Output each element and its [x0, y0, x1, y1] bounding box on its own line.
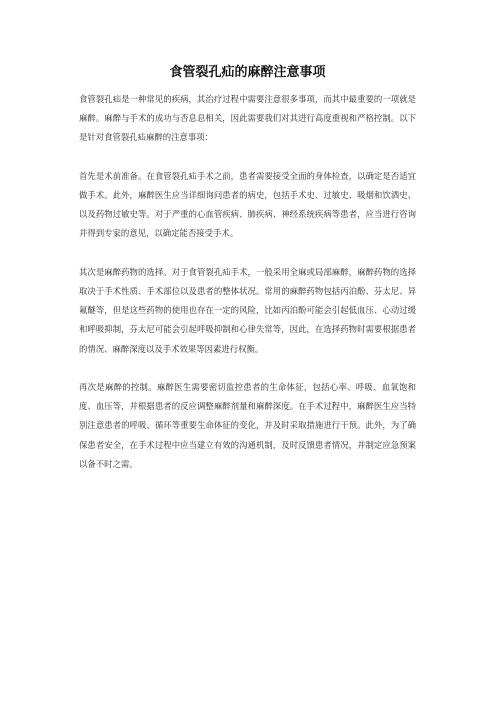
paragraph-spacer	[79, 359, 416, 378]
paragraph-spacer	[79, 244, 416, 263]
paragraph-anesthesia-control: 再次是麻醉的控制。麻醉医生需要密切监控患者的生命体征，包括心率、呼吸、血氧饱和度、血压等，并根据患者的反应调整麻醉剂量和麻醉深度。在手术过程中，麻醉医生应当特别注意患者的呼吸、循环等重要生命体征的变化，并及时采取措施进行干预。此外，为了确保患者安全，在手术过程中应当建立有效的沟通机制，及时反馈患者情况，并制定应急预案以备不时之需。	[79, 382, 416, 469]
paragraph-preparation: 首先是术前准备。在食管裂孔疝手术之前，患者需要接受全面的身体检查，以确定是否适宜做手术。此外，麻醉医生应当详细询问患者的病史，包括手术史、过敏史、吸烟和饮酒史、以及药物过敏史等。对于严重的心血管疾病、肺疾病、神经系统疾病等患者，应当进行咨询并得到专家的意见，以确定能否接受手术。	[79, 170, 416, 239]
paragraph-drug-selection: 其次是麻醉药物的选择。对于食管裂孔疝手术，一般采用全麻或局部麻醉，麻醉药物的选择取决于手术性质、手术部位以及患者的整体状况。常用的麻醉药物包括丙泊酚、芬太尼、异氟醚等，但是这些药物的使用也存在一定的风险，比如丙泊酚可能会引起低血压、心动过缓和呼吸抑制，芬太尼可能会引起呼吸抑制和心律失常等，因此，在选择药物时需要根据患者的情况、麻醉深度以及手术效果等因素进行权衡。	[79, 266, 416, 354]
paragraph-intro: 食管裂孔疝是一种常见的疾病，其治疗过程中需要注意很多事项，而其中最重要的一项就是麻醉。麻醉与手术的成功与否息息相关，因此需要我们对其进行高度重视和严格控制。以下是针对食管裂孔疝麻醉的注意事项：	[79, 94, 416, 143]
document-title: 食管裂孔疝的麻醉注意事项	[169, 65, 326, 80]
paragraph-spacer	[79, 148, 416, 167]
